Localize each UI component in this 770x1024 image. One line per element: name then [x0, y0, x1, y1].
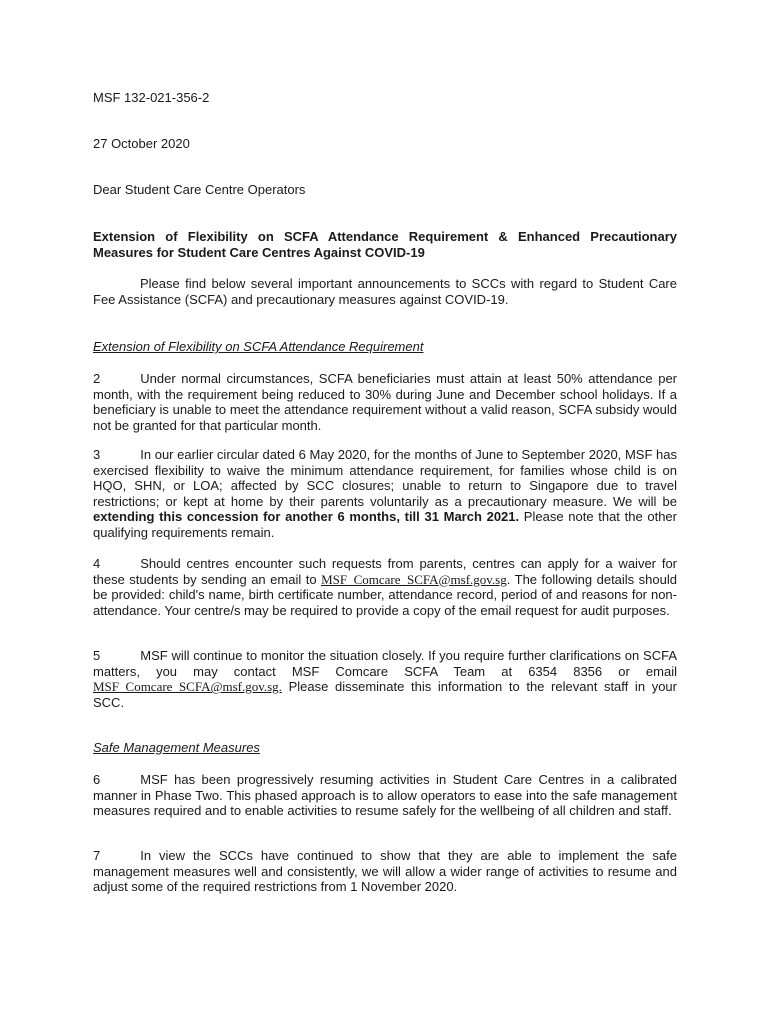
paragraph-number: 7 [93, 848, 101, 863]
paragraph-text-continued: Please note that the other qualifying requirements remain. [93, 509, 677, 540]
paragraph-text-continued: Please disseminate this information to the relevant staff in your SCC. [93, 679, 677, 710]
paragraph-6 [93, 772, 677, 819]
paragraph-number: 3 [93, 447, 101, 462]
salutation: Dear Student Care Centre Operators [93, 182, 306, 197]
paragraph-text: In our earlier circular dated 6 May 2020, for the months of June to September 2020, MSF has exercised flexibility to waive the minimum attendance requirement, for families whose child is on HQO, SHN, or LOA; affected by SCC closures; unable to return to Singapore due to travel restrictions; or kept at home by their parents voluntarily as a precautionary measure. We will be [93, 447, 677, 509]
paragraph-text: MSF has been progressively resuming activities in Student Care Centres in a calibrated manner in Phase Two. This phased approach is to allow operators to ease into the safe management measures required and to enable activities to resume safely for the wellbeing of all children and staff. [93, 772, 677, 819]
reference-number: MSF 132-021-356-2 [93, 90, 210, 105]
subject-line: Extension of Flexibility on SCFA Attendance Requirement & Enhanced Precautionary Measures for Student Care Centres Against COVID-19 [93, 229, 677, 260]
paragraph-number: 6 [93, 772, 101, 787]
letter-date: 27 October 2020 [93, 136, 190, 151]
paragraph-text: MSF will continue to monitor the situation closely. If you require further clarifications on SCFA matters, you may contact MSF Comcare SCFA Team at 6354 8356 or email [93, 648, 677, 679]
paragraph-2 [93, 371, 677, 433]
paragraph-text: In view the SCCs have continued to show that they are able to implement the safe management measures well and consistently, we will allow a wider range of activities to resume and adjust some of the required restrictions from 1 November 2020. [93, 848, 677, 895]
email-link[interactable]: MSF_Comcare_SCFA@msf.gov.sg. [93, 679, 282, 695]
paragraph-3 [93, 447, 677, 541]
paragraph-number: 4 [93, 556, 101, 571]
paragraph-number: 2 [93, 371, 101, 386]
paragraph-text: Should centres encounter such requests from parents, centres can apply for a waiver for these students by sending an email to [93, 556, 677, 587]
paragraph-4 [93, 556, 677, 618]
paragraph-number: 5 [93, 648, 101, 663]
intro-paragraph: Please find below several important announcements to SCCs with regard to Student Care Fee Assistance (SCFA) and precautionary measures against COVID-19. [93, 276, 677, 307]
paragraph-5 [93, 648, 677, 710]
paragraph-text-continued: . The following details should be provided: child's name, birth certificate number, attendance record, period of and reasons for non-attendance. Your centre/s may be required to provide a copy of the email request for audit purposes. [93, 571, 677, 618]
paragraph-7 [93, 848, 677, 895]
section-heading-scfa: Extension of Flexibility on SCFA Attendance Requirement [93, 339, 424, 354]
section-heading-safe-management: Safe Management Measures [93, 740, 260, 755]
email-link[interactable]: MSF_Comcare_SCFA@msf.gov.sg [321, 571, 507, 587]
concession-extension-highlight: extending this concession for another 6 months, till 31 March 2021. [93, 509, 520, 525]
paragraph-text: Under normal circumstances, SCFA beneficiaries must attain at least 50% attendance per month, with the requirement being reduced to 30% during June and December school holidays. If a beneficiary is unable to meet the attendance requirement without a valid reason, SCFA subsidy would not be granted for that particular month. [93, 371, 677, 433]
